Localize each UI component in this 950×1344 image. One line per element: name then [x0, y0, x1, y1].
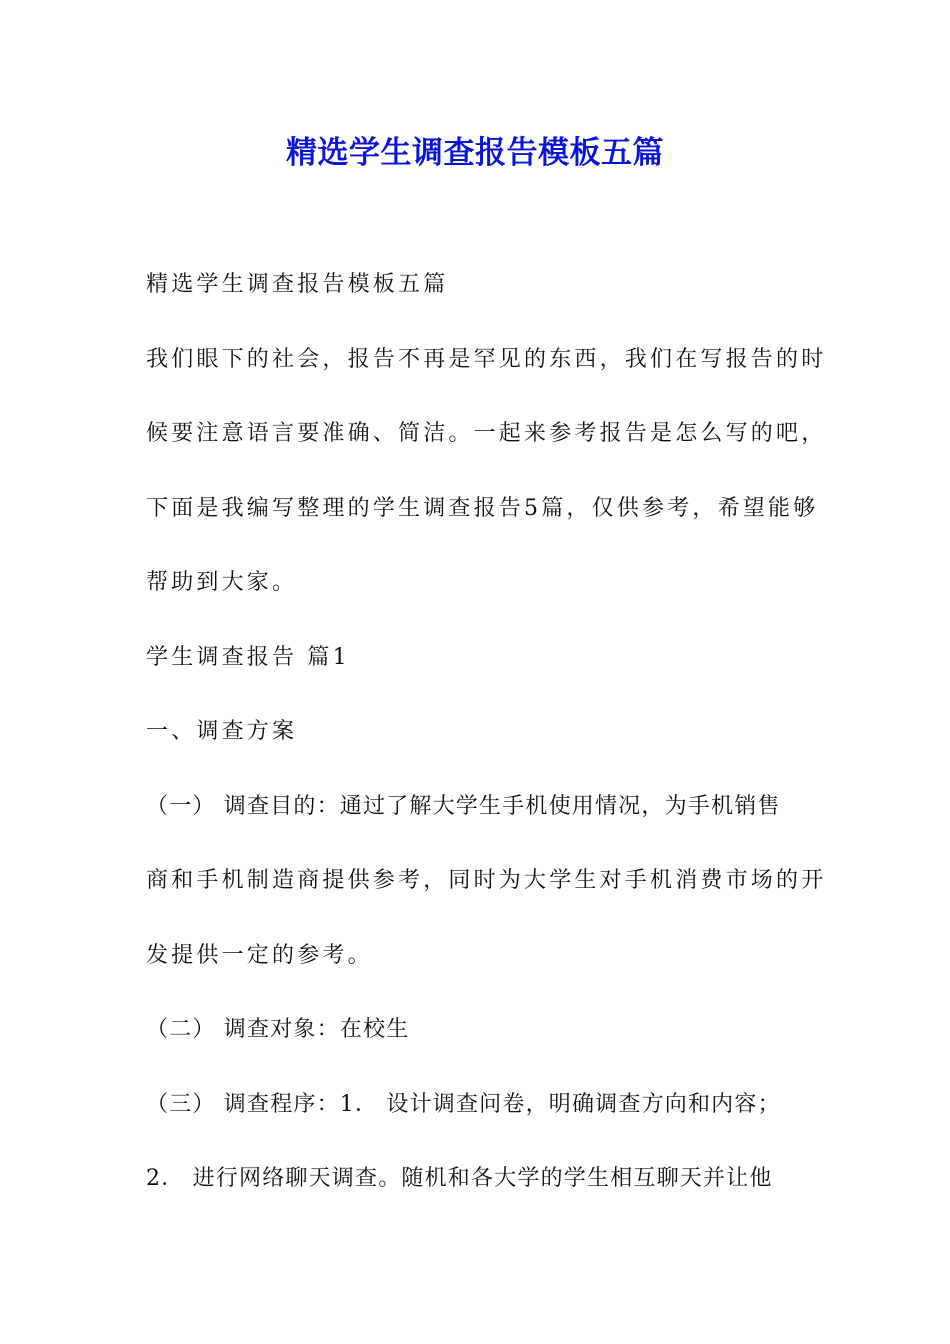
body-line: （二） 调查对象：在校生 — [146, 1017, 410, 1042]
document-body — [146, 265, 827, 1234]
body-line: 发提供一定的参考。 — [146, 942, 373, 968]
body-line: （三） 调查程序：1． 设计调查问卷，明确调查方向和内容； — [146, 1091, 781, 1117]
body-line: 候要注意语言要准确、简洁。一起来参考报告是怎么写的吧， — [146, 421, 827, 446]
body-line: 商和手机制造商提供参考，同时为大学生对手机消费市场的开 — [146, 868, 827, 893]
body-line: 我们眼下的社会，报告不再是罕见的东西，我们在写报告的时 — [146, 346, 827, 372]
document-title: 精选学生调查报告模板五篇 — [286, 135, 664, 171]
body-line: 下面是我编写整理的学生调查报告5篇，仅供参考，希望能够 — [146, 495, 819, 521]
body-line: 精选学生调查报告模板五篇 — [146, 272, 449, 297]
body-line: （一） 调查目的：通过了解大学生手机使用情况，为手机销售 — [146, 793, 781, 819]
section-heading: 学生调查报告 篇1 — [146, 644, 350, 670]
body-line: 帮助到大家。 — [146, 570, 298, 595]
body-line: 2． 进行网络聊天调查。随机和各大学的学生相互聊天并让他 — [146, 1166, 773, 1191]
subsection-heading: 一、调查方案 — [146, 719, 298, 744]
